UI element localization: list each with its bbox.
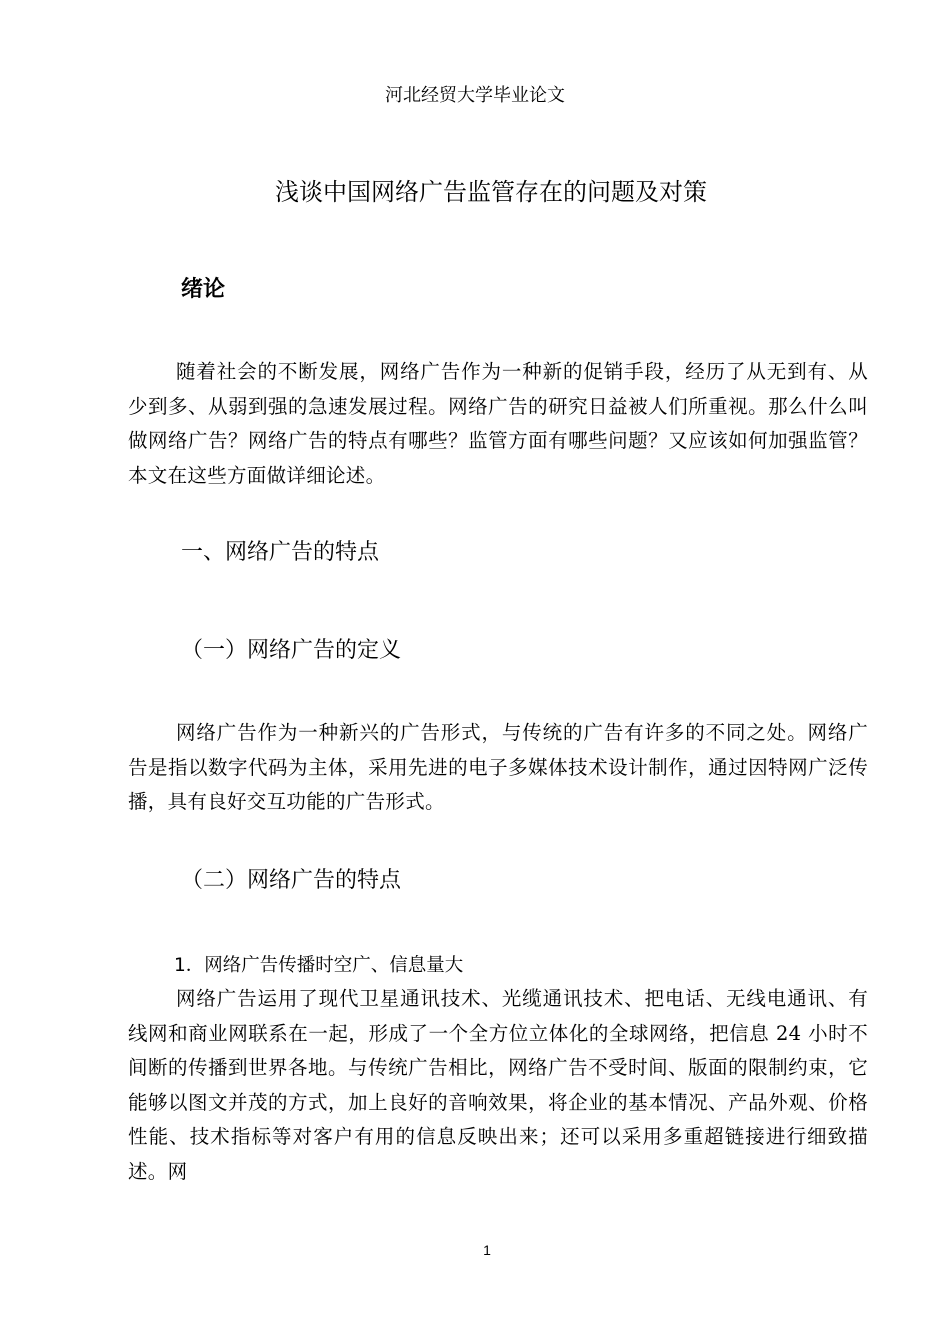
page-number: 1 xyxy=(483,1242,491,1258)
definition-paragraph: 网络广告作为一种新兴的广告形式，与传统的广告有许多的不同之处。网络广告是指以数字代码为主体，采用先进的电子多媒体技术设计制作，通过因特网广泛传播，具有良好交互功能的广告形式。 xyxy=(128,721,868,813)
paper-title: 浅谈中国网络广告监管存在的问题及对策 xyxy=(275,178,707,206)
intro-paragraph: 随着社会的不断发展，网络广告作为一种新的促销手段，经历了从无到有、从少到多、从弱到强的急速发展过程。网络广告的研究日益被人们所重视。那么什么叫做网络广告？网络广告的特点有哪些？监管方面有哪些问题？又应该如何加强监管？本文在这些方面做详细论述。 xyxy=(128,360,868,487)
running-header: 河北经贸大学毕业论文 xyxy=(385,85,565,106)
intro-heading: 绪论 xyxy=(181,277,226,302)
feature-heading-1: 1．网络广告传播时空广、信息量大 xyxy=(174,955,464,976)
subsection-heading-features: （二）网络广告的特点 xyxy=(181,868,402,893)
subsection-heading-definition: （一）网络广告的定义 xyxy=(181,638,402,663)
section-heading-1: 一、网络广告的特点 xyxy=(181,540,380,565)
feature1-paragraph: 网络广告运用了现代卫星通讯技术、光缆通讯技术、把电话、无线电通讯、有线网和商业网联系在一起，形成了一个全方位立体化的全球网络，把信息 24 小时不间断的传播到世界各地。与传统广告相比，网络广告不受时间、版面的限制约束，它能够以图文并茂的方式，加上良好的音响效果，将企业的基本情况、产品外观、价格性能、技术指标等对客户有用的信息反映出来；还可以采用多重超链接进行细致描述。网 xyxy=(128,987,868,1183)
